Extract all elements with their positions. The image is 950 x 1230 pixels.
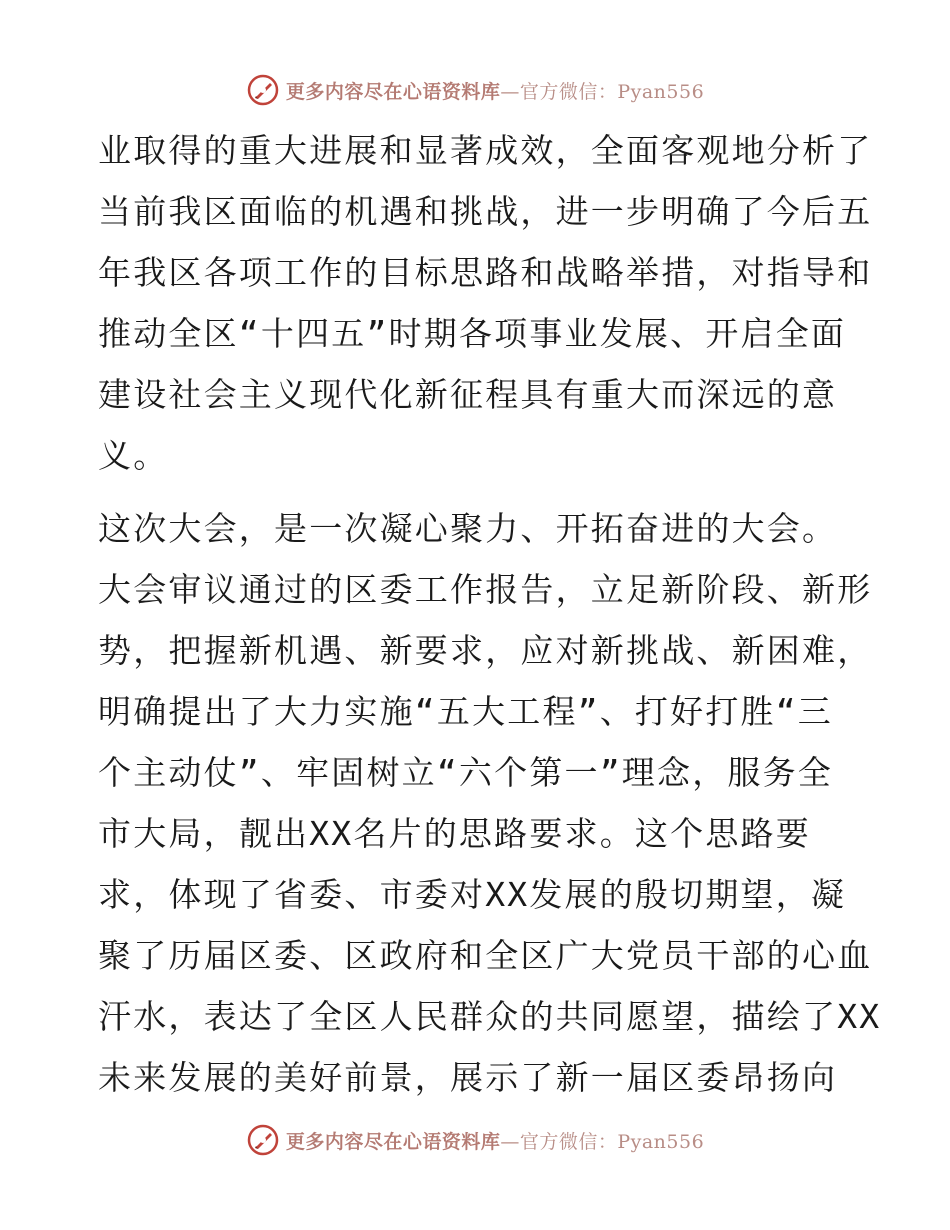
footer-banner [0, 1120, 950, 1160]
header-banner-main: 更多内容尽在心语资料库 [285, 80, 501, 103]
paragraph-line: 未来发展的美好前景，展示了新一届区委昂扬向 [98, 1058, 838, 1097]
paragraph-line: 推动全区“十四五”时期各项事业发展、开启全面 [98, 314, 847, 353]
footer-banner-wechat: 官方微信：Pyan556 [519, 1130, 705, 1153]
paragraph-gap [98, 486, 868, 498]
pen-logo-icon [246, 73, 280, 107]
paragraph-line: 建设社会主义现代化新征程具有重大而深远的意 [98, 375, 838, 414]
paragraph-line: 市大局，靓出XX名片的思路要求。这个思路要 [98, 814, 811, 853]
paragraph-line: 势，把握新机遇、新要求，应对新挑战、新困难， [98, 631, 873, 670]
paragraph-line: 这次大会，是一次凝心聚力、开拓奋进的大会。 [98, 509, 838, 548]
paragraph-line: 求，体现了省委、市委对XX发展的殷切期望，凝 [98, 875, 847, 914]
paragraph-line: 义。 [98, 436, 169, 475]
header-banner [0, 70, 950, 110]
paragraph-line: 当前我区面临的机遇和挑战，进一步明确了今后五 [98, 192, 873, 231]
paragraph-line: 个主动仗”、牢固树立“六个第一”理念，服务全 [98, 753, 834, 792]
paragraph-line: 大会审议通过的区委工作报告，立足新阶段、新形 [98, 570, 873, 609]
paragraph-2 [98, 498, 882, 1108]
header-banner-wechat: 官方微信：Pyan556 [519, 80, 705, 103]
header-banner-dash: — [500, 80, 520, 103]
footer-banner-text [286, 1127, 704, 1154]
paragraph-line: 汗水，表达了全区人民群众的共同愿望，描绘了XX [98, 997, 882, 1036]
footer-banner-main: 更多内容尽在心语资料库 [285, 1130, 501, 1153]
paragraph-line: 聚了历届区委、区政府和全区广大党员干部的心血 [98, 936, 873, 975]
paragraph-line: 业取得的重大进展和显著成效，全面客观地分析了 [98, 131, 873, 170]
header-banner-text [286, 77, 704, 104]
pen-logo-icon [246, 1123, 280, 1157]
footer-banner-dash: — [500, 1130, 520, 1153]
paragraph-1 [98, 120, 873, 486]
paragraph-line: 明确提出了大力实施“五大工程”、打好打胜“三 [98, 692, 834, 731]
paragraph-line: 年我区各项工作的目标思路和战略举措，对指导和 [98, 253, 873, 292]
document-body [98, 120, 882, 1108]
